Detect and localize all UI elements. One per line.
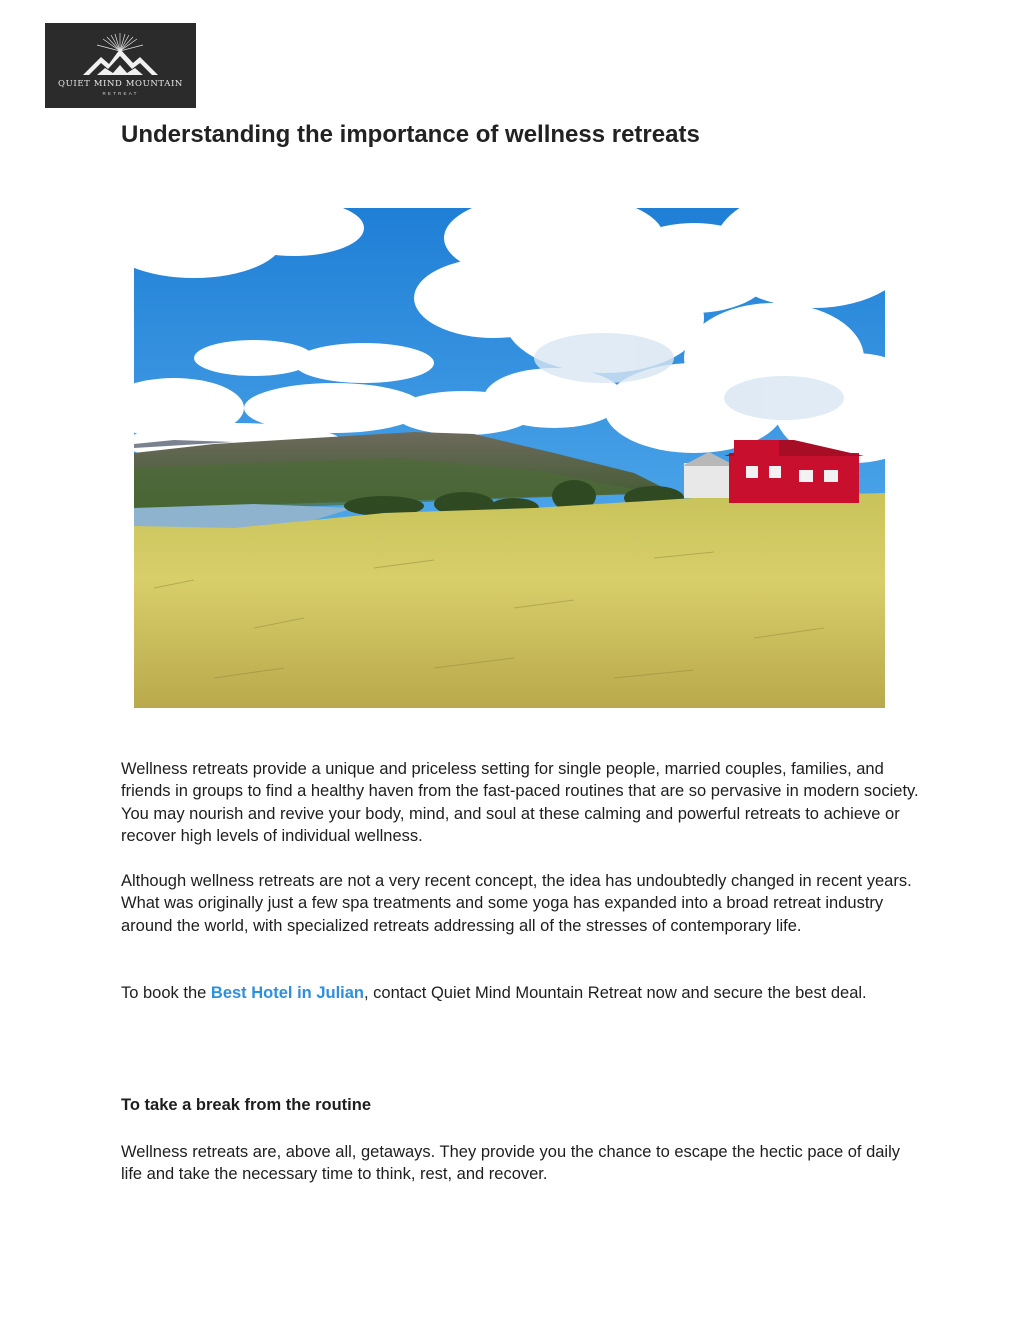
section-heading: To take a break from the routine xyxy=(121,1096,371,1114)
paragraph-getaway: Wellness retreats are, above all, getaways. They provide you the chance to escape the hectic pace of daily life and take the necessary time to think, rest, and recover. xyxy=(121,1143,901,1184)
paragraph-booking xyxy=(121,982,921,1004)
brand-logo xyxy=(45,23,196,108)
paragraph-intro: Wellness retreats provide a unique and priceless setting for single people, married couples, families, and friends in groups to find a healthy haven from the fast-paced routines that are so pervasive in modern society. You may nourish and revive your body, mind, and soul at these calming and powerful retreats to achieve or recover high levels of individual wellness. xyxy=(121,760,919,845)
paragraph-history: Although wellness retreats are not a very recent concept, the idea has undoubtedly changed in recent years. What was originally just a few spa treatments and some yoga has expanded into a broad retreat industry around the world, with specialized retreats addressing all of the stresses of contemporary life. xyxy=(121,872,912,935)
logo-name: QUIET MIND MOUNTAIN xyxy=(58,79,183,89)
hero-image xyxy=(134,208,885,708)
booking-text-before: To book the xyxy=(121,984,211,1002)
logo-subtitle: RETREAT xyxy=(102,91,139,96)
landscape-illustration xyxy=(134,208,885,708)
booking-text-after: , contact Quiet Mind Mountain Retreat now and secure the best deal. xyxy=(364,984,867,1002)
best-hotel-link[interactable]: Best Hotel in Julian xyxy=(210,984,365,1002)
page-title: Understanding the importance of wellness retreats xyxy=(121,121,700,148)
